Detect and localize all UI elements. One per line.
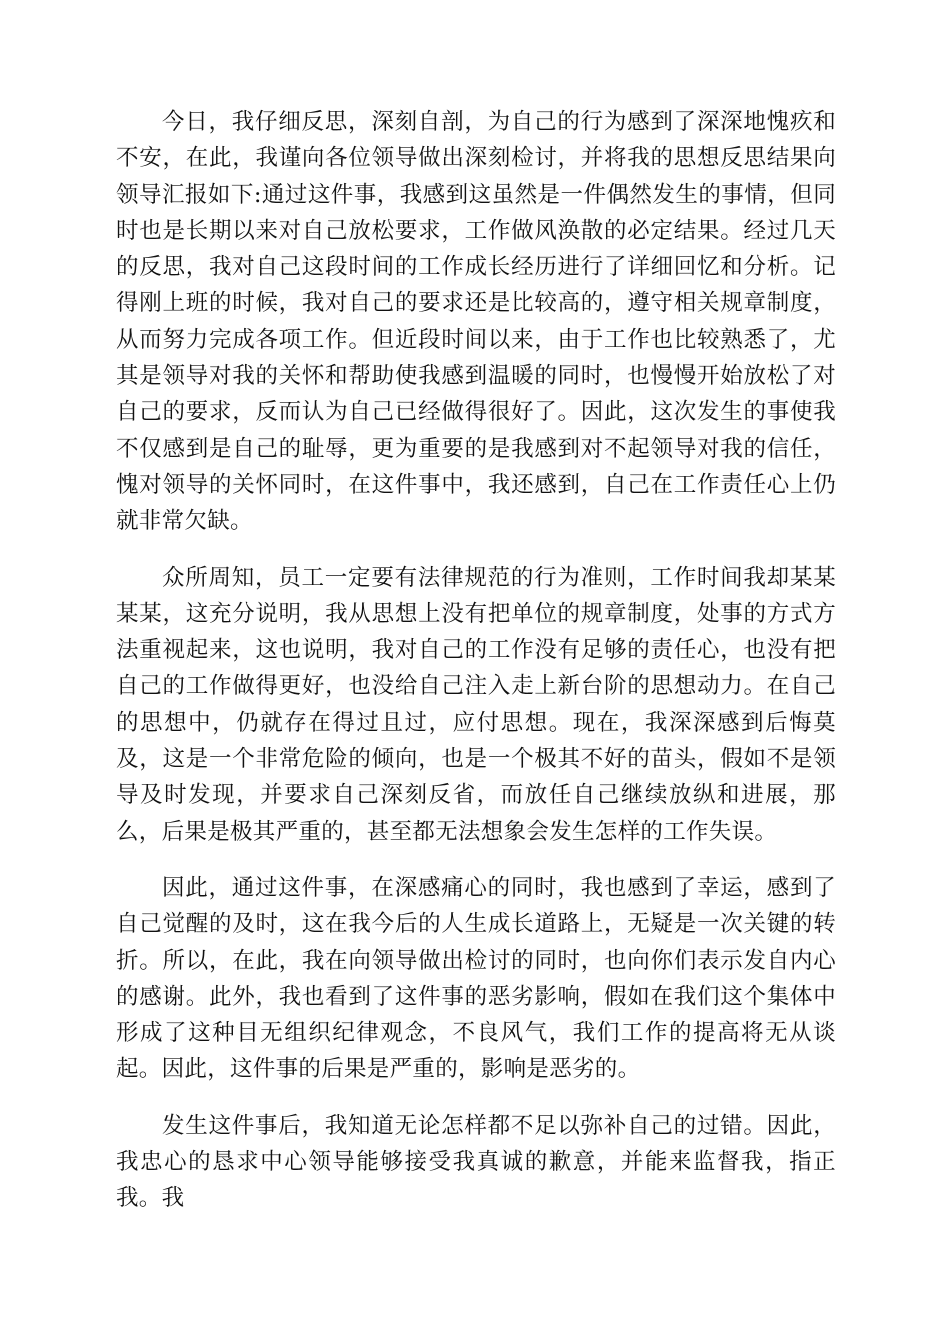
paragraph-rules-violation: 众所周知，员工一定要有法律规范的行为准则，工作时间我却某某某某，这充分说明，我从思想上没有把单位的规章制度，处事的方式方法重视起来，这也说明，我对自己的工作没有足够的责任心，也没有把自己的工作做得更好，也没给自己注入走上新台阶的思想动力。在自己的思想中，仍就存在得过且过，应付思想。现在，我深深感到后悔莫及，这是一个非常危险的倾向，也是一个极其不好的苗头，假如不是领导及时发现，并要求自己深刻反省，而放任自己继续放纵和进展，那么，后果是极其严重的，甚至都无法想象会发生怎样的工作失误。 — [116, 564, 836, 845]
paragraph-reflection: 今日，我仔细反思，深刻自剖，为自己的行为感到了深深地愧疚和不安，在此，我谨向各位领导做出深刻检讨，并将我的思想反思结果向领导汇报如下:通过这件事，我感到这虽然是一件偶然发生的事情，但同时也是长期以来对自己放松要求，工作做风涣散的必定结果。经过几天的反思，我对自己这段时间的工作成长经历进行了详细回忆和分析。记得刚上班的时候，我对自己的要求还是比较高的，遵守相关规章制度，从而努力完成各项工作。但近段时间以来，由于工作也比较熟悉了，尤其是领导对我的关怀和帮助使我感到温暖的同时，也慢慢开始放松了对自己的要求，反而认为自己已经做得很好了。因此，这次发生的事使我不仅感到是自己的耻辱，更为重要的是我感到对不起领导对我的信任，愧对领导的关怀同时，在这件事中，我还感到，自己在工作责任心上仍就非常欠缺。 — [116, 109, 836, 535]
document-body — [116, 104, 836, 1217]
paragraph-turning-point: 因此，通过这件事，在深感痛心的同时，我也感到了幸运，感到了自己觉醒的及时，这在我今后的人生成长道路上，无疑是一次关键的转折。所以，在此，我在向领导做出检讨的同时，也向你们表示发自内心的感谢。此外，我也看到了这件事的恶劣影响，假如在我们这个集体中形成了这种目无组织纪律观念，不良风气，我们工作的提高将无从谈起。因此，这件事的后果是严重的，影响是恶劣的。 — [116, 874, 836, 1083]
paragraph-apology: 发生这件事后，我知道无论怎样都不足以弥补自己的过错。因此，我忠心的恳求中心领导能够接受我真诚的歉意，并能来监督我，指正我。我 — [116, 1112, 836, 1212]
